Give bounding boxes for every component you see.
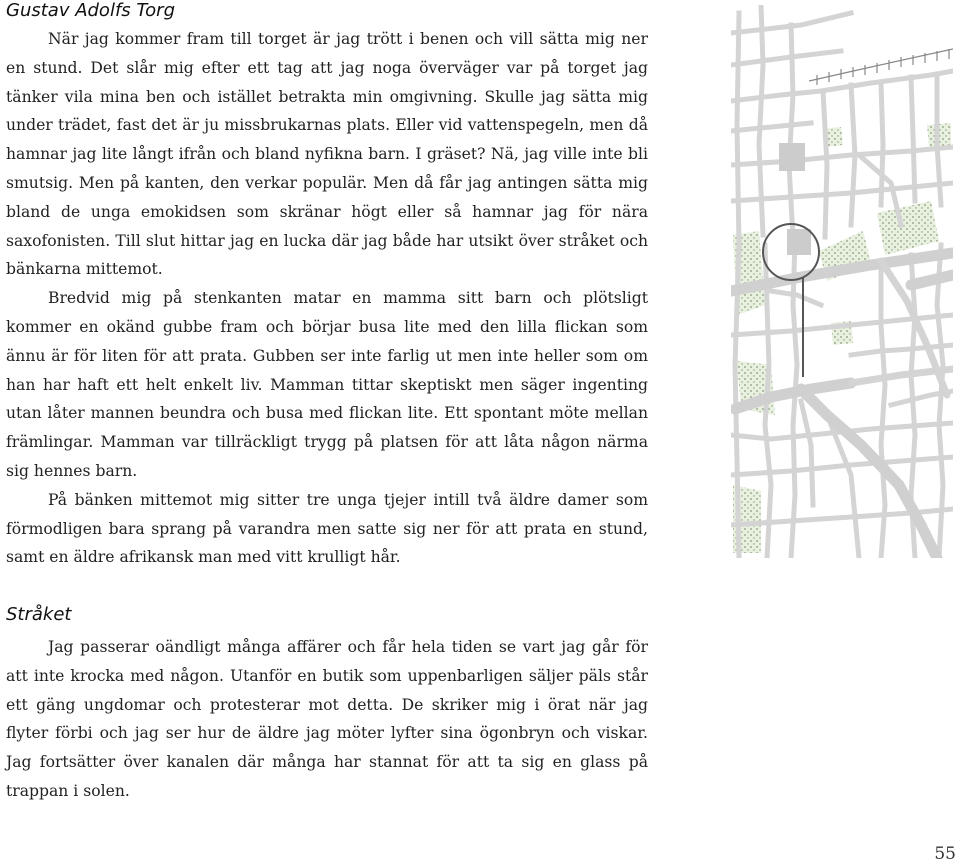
paragraph: Bredvid mig på stenkanten matar en mamma sitt barn och plötsligt kommer en okänd gubbe fram och börjar busa lite med den lilla flickan som ännu är för liten för att prata. Gubben ser inte farlig ut men inte heller som om han har haft ett helt enkelt liv. Mamman tittar skeptiskt men säger ingenting utan låter mannen beundra och busa med flickan lite. Ett spontant möte mellan främlingar. Mamman var tillräckligt trygg på platsen för att låta någon närma sig hennes barn. (6, 289, 648, 480)
page-number: 55 (934, 844, 956, 864)
paragraph: På bänken mittemot mig sitter tre unga tjejer intill två äldre damer som förmodligen bara sprang på varandra men satte sig ner för att prata en stund, samt en äldre afrikansk man med vitt krulligt hår. (6, 490, 648, 567)
section-heading-straket: Stråket (6, 604, 72, 625)
section-body-torg (6, 25, 648, 572)
section-body-straket (6, 633, 648, 806)
section-heading-gustav-adolfs-torg: Gustav Adolfs Torg (6, 0, 175, 21)
city-street-map-icon (731, 5, 953, 558)
paragraph: Jag passerar oändligt många affärer och får hela tiden se vart jag går för att inte krocka med någon. Utanför en butik som uppenbarligen säljer päls står ett gäng ungdomar och protesterar mot detta. De skriker mig i örat när jag flyter förbi och jag ser hur de äldre jag möter lyfter sina ögonbryn och viskar. Jag fortsätter över kanalen där många har stannat för att ta sig en glass på trappan i solen. (6, 638, 648, 800)
paragraph: När jag kommer fram till torget är jag trött i benen och vill sätta mig ner en stund. Det slår mig efter ett tag att jag noga överväger var på torget jag tänker vila mina ben och istället betrakta min omgivning. Skulle jag sätta mig under trädet, fast det är ju missbrukarnas plats. Eller vid vattenspegeln, men då hamnar jag lite långt ifrån och bland nyfikna barn. I gräset? Nä, jag ville inte bli smutsig. Men på kanten, den verkar populär. Men då får jag antingen sätta mig bland de unga emokidsen som skränar högt eller så hamnar jag för nära saxofonisten. Till slut hittar jag en lucka där jag både har utsikt över stråket och bänkarna mittemot. (6, 30, 648, 279)
